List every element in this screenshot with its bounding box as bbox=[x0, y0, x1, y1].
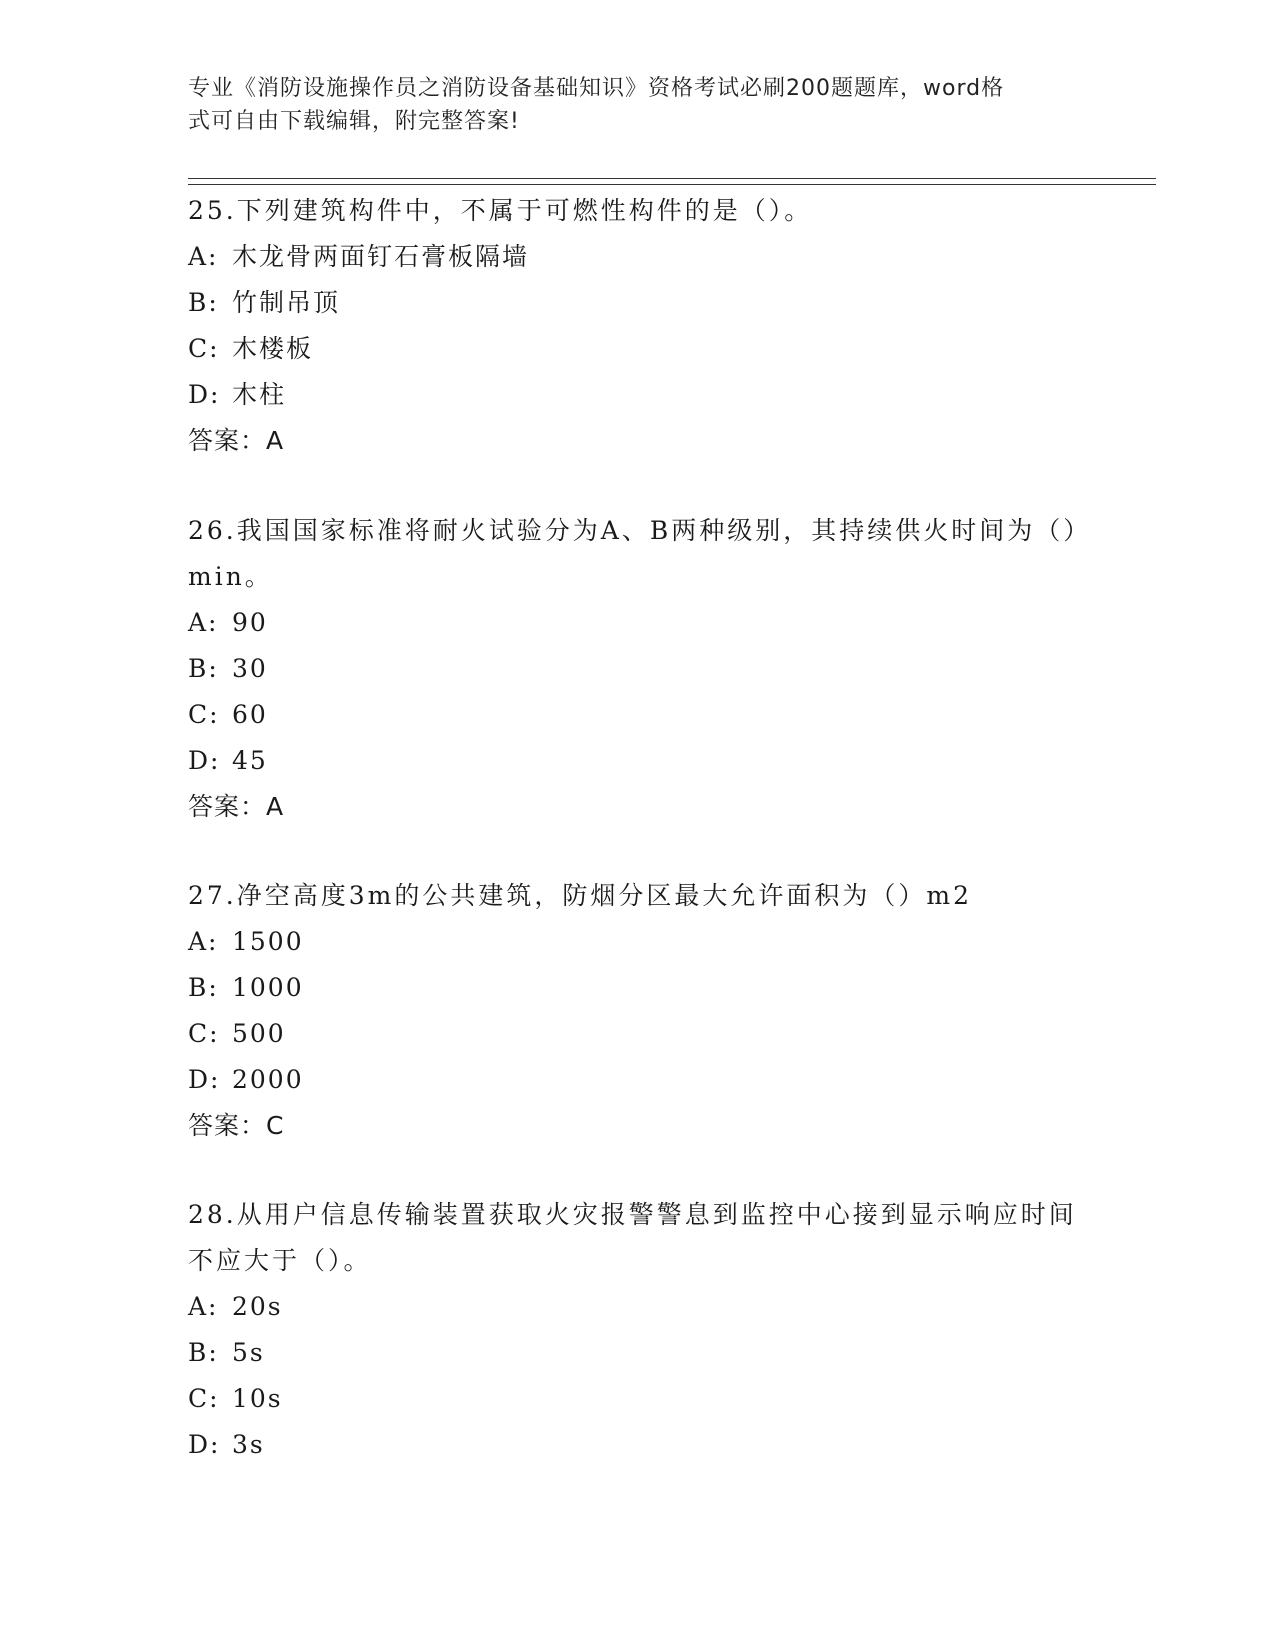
question-text bbox=[188, 1192, 1088, 1284]
question-25 bbox=[188, 188, 1088, 464]
option-text: 5s bbox=[232, 1338, 265, 1367]
option-label: C: bbox=[188, 700, 220, 729]
option-label: D: bbox=[188, 1430, 221, 1459]
option-label: A: bbox=[188, 608, 219, 637]
question-stem: 净空高度3m的公共建筑，防烟分区最大允许面积为（）m2 bbox=[236, 881, 972, 910]
answer-text: 答案：A bbox=[188, 792, 285, 821]
option-b bbox=[188, 646, 1088, 692]
question-number: 27. bbox=[188, 881, 237, 910]
question-number: 25. bbox=[188, 196, 237, 225]
option-label: A: bbox=[188, 927, 219, 956]
option-label: C: bbox=[188, 1384, 220, 1413]
question-stem: 下列建筑构件中，不属于可燃性构件的是（）。 bbox=[236, 196, 813, 225]
option-text: 10s bbox=[232, 1384, 283, 1413]
question-text bbox=[188, 188, 1088, 234]
option-label: B: bbox=[188, 288, 219, 317]
option-text: 竹制吊顶 bbox=[232, 288, 341, 317]
question-26 bbox=[188, 508, 1088, 830]
option-text: 90 bbox=[232, 608, 268, 637]
option-label: A: bbox=[188, 1292, 219, 1321]
option-d bbox=[188, 372, 1088, 418]
option-text: 45 bbox=[232, 746, 268, 775]
option-text: 20s bbox=[232, 1292, 283, 1321]
option-text: 1500 bbox=[232, 927, 304, 956]
question-stem: 从用户信息传输装置获取火灾报警警息到监控中心接到显示响应时间不应大于（）。 bbox=[188, 1200, 1077, 1275]
option-label: A: bbox=[188, 242, 219, 271]
option-d bbox=[188, 738, 1088, 784]
option-text: 木龙骨两面钉石膏板隔墙 bbox=[232, 242, 530, 271]
option-text: 2000 bbox=[232, 1065, 304, 1094]
option-text: 60 bbox=[232, 700, 268, 729]
option-label: D: bbox=[188, 1065, 221, 1094]
option-label: C: bbox=[188, 1019, 220, 1048]
header-line-1: 专业《消防设施操作员之消防设备基础知识》资格考试必刷200题题库，word格 bbox=[188, 76, 1005, 101]
option-text: 1000 bbox=[232, 973, 304, 1002]
answer-text: 答案：C bbox=[188, 1111, 285, 1140]
option-label: B: bbox=[188, 654, 219, 683]
option-c bbox=[188, 1011, 1088, 1057]
option-a bbox=[188, 1284, 1088, 1330]
option-text: 30 bbox=[232, 654, 268, 683]
option-c bbox=[188, 326, 1088, 372]
option-a bbox=[188, 919, 1088, 965]
option-label: B: bbox=[188, 973, 219, 1002]
option-label: D: bbox=[188, 380, 221, 409]
option-label: B: bbox=[188, 1338, 219, 1367]
header-divider-bottom bbox=[188, 184, 1156, 185]
option-b bbox=[188, 280, 1088, 326]
option-text: 500 bbox=[232, 1019, 286, 1048]
option-text: 木柱 bbox=[232, 380, 287, 409]
option-text: 3s bbox=[232, 1430, 265, 1459]
option-d bbox=[188, 1057, 1088, 1103]
option-a bbox=[188, 234, 1088, 280]
option-c bbox=[188, 1376, 1088, 1422]
option-a bbox=[188, 600, 1088, 646]
question-number: 28. bbox=[188, 1200, 237, 1229]
option-d bbox=[188, 1422, 1088, 1468]
question-number: 26. bbox=[188, 516, 237, 545]
question-stem: 我国国家标准将耐火试验分为A、B两种级别，其持续供火时间为（）min。 bbox=[188, 516, 1079, 591]
question-text bbox=[188, 508, 1088, 600]
header-divider-top bbox=[188, 178, 1156, 179]
option-text: 木楼板 bbox=[232, 334, 314, 363]
option-c bbox=[188, 692, 1088, 738]
question-text bbox=[188, 873, 1088, 919]
option-b bbox=[188, 1330, 1088, 1376]
document-header bbox=[188, 72, 1088, 138]
answer-text: 答案：A bbox=[188, 426, 285, 455]
header-line-2: 式可自由下载编辑，附完整答案! bbox=[188, 109, 520, 134]
option-label: D: bbox=[188, 746, 221, 775]
question-28 bbox=[188, 1192, 1088, 1468]
question-27 bbox=[188, 873, 1088, 1149]
option-label: C: bbox=[188, 334, 220, 363]
option-b bbox=[188, 965, 1088, 1011]
